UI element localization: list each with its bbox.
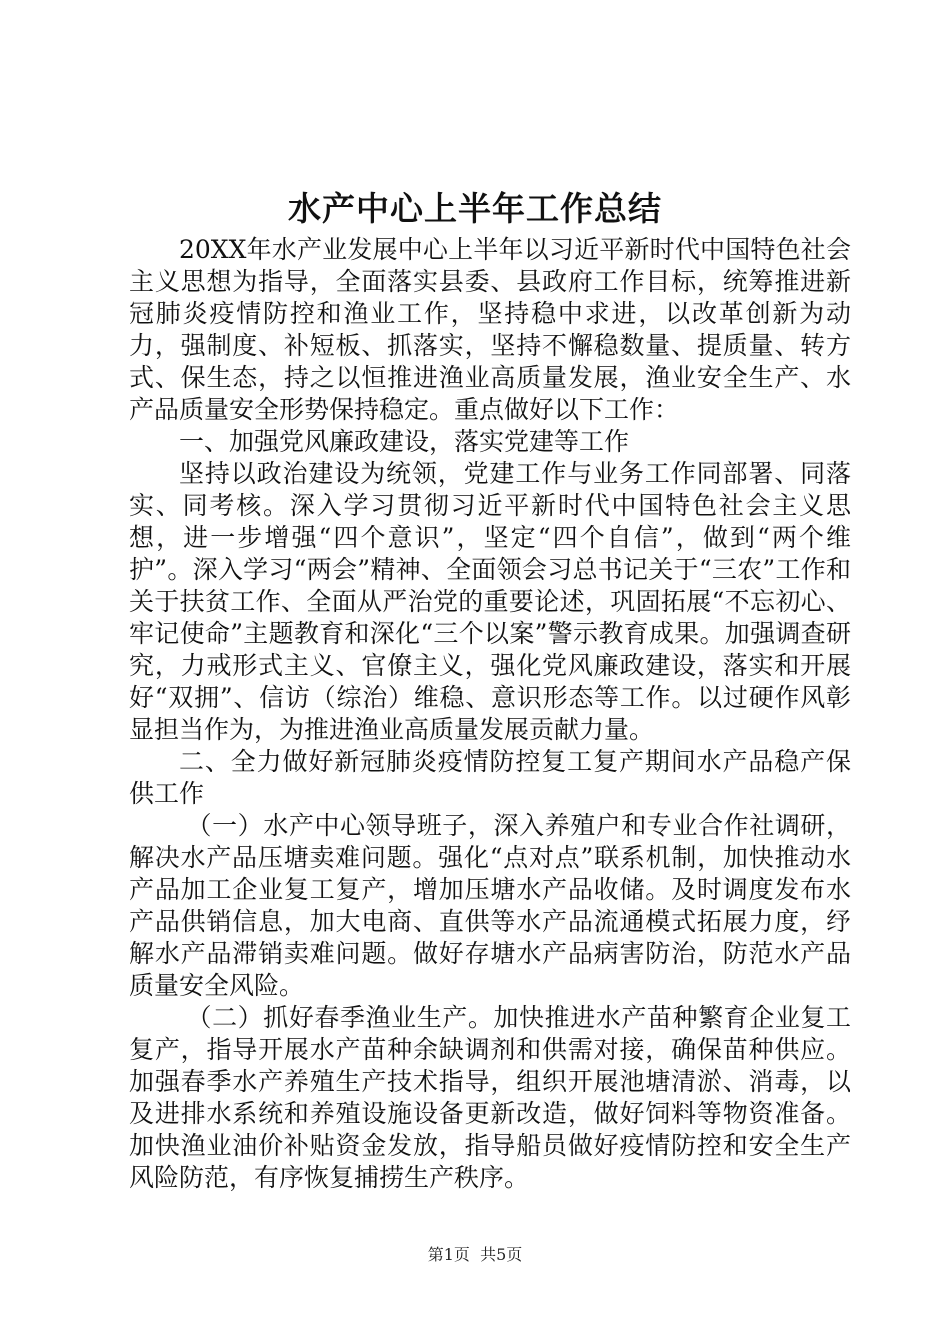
page-number: 第1页 共5页: [427, 1245, 523, 1264]
subsection-1-paragraph: （一）水产中心领导班子，深入养殖户和专业合作社调研，解决水产品压塘卖难问题。强化“点对点”联系机制，加快推动水产品加工企业复工复产，增加压塘水产品收储。及时调度发布水产品供销信息，加大电商、直供等水产品流通模式拓展力度，纾解水产品滞销卖难问题。做好存塘水产品病害防治，防范水产品质量安全风险。: [129, 811, 851, 1000]
subsection-2-paragraph: （二）抓好春季渔业生产。加快推进水产苗种繁育企业复工复产，指导开展水产苗种余缺调剂和供需对接，确保苗种供应。加强春季水产养殖生产技术指导，组织开展池塘清淤、消毒，以及进排水系统和养殖设施设备更新改造，做好饲料等物资准备。加快渔业油价补贴资金发放，指导船员做好疫情防控和安全生产风险防范，有序恢复捕捞生产秩序。: [129, 1003, 851, 1192]
document-title: 水产中心上半年工作总结: [288, 189, 662, 228]
section-heading-1: 一、加强党风廉政建设，落实党建等工作: [179, 427, 630, 456]
section-1-paragraph: 坚持以政治建设为统领，党建工作与业务工作同部署、同落实、同考核。深入学习贯彻习近平新时代中国特色社会主义思想，进一步增强“四个意识”，坚定“四个自信”，做到“两个维护”。深入学习“两会”精神、全面领会习总书记关于“三农”工作和关于扶贫工作、全面从严治党的重要论述，巩固拓展“不忘初心、牢记使命”主题教育和深化“三个以案”警示教育成果。加强调查研究，力戒形式主义、官僚主义，强化党风廉政建设，落实和开展好“双拥”、信访（综治）维稳、意识形态等工作。以过硬作风彰显担当作为，为推进渔业高质量发展贡献力量。: [129, 459, 851, 744]
section-heading-2: 二、全力做好新冠肺炎疫情防控复工复产期间水产品稳产保供工作: [129, 747, 851, 808]
intro-paragraph: 20XX年水产业发展中心上半年以习近平新时代中国特色社会主义思想为指导，全面落实县委、县政府工作目标，统筹推进新冠肺炎疫情防控和渔业工作，坚持稳中求进，以改革创新为动力，强制度、补短板、抓落实，坚持不懈稳数量、提质量、转方式、保生态，持之以恒推进渔业高质量发展，渔业安全生产、水产品质量安全形势保持稳定。重点做好以下工作：: [129, 235, 851, 424]
document-body: [129, 234, 851, 1194]
page-footer: [0, 1244, 950, 1266]
